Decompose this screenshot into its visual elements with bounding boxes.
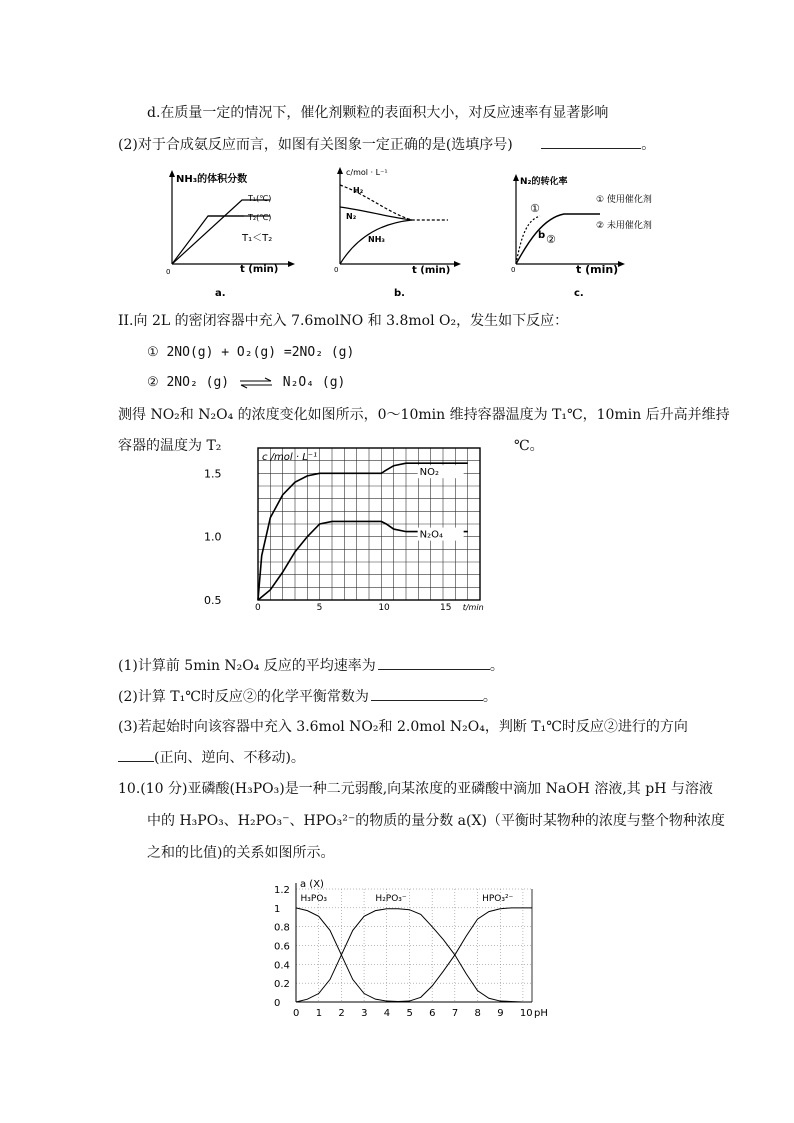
y-tick-label: 0.5 — [204, 594, 222, 607]
fig-c-y-arrow — [513, 174, 519, 181]
y-axis-label: c /mol · L⁻¹ — [262, 452, 318, 463]
fig-b-xlabel: t (min) — [412, 265, 451, 276]
y-tick-label: 1.5 — [204, 467, 222, 481]
fraction-chart — [270, 875, 560, 1025]
fig-a-y-arrow — [169, 170, 175, 177]
question-2-text: (2)对于合成氨反应而言，如图有关图象一定正确的是(选填序号) — [118, 137, 513, 153]
fig-c-mark-b: b — [538, 230, 546, 241]
x-tick-label: 1 — [315, 1008, 323, 1019]
y-tick-label: 0.6 — [274, 941, 290, 953]
sub-question-2 — [118, 686, 497, 707]
fig-b-origin: 0 — [334, 266, 339, 274]
sub-question-3b — [118, 747, 305, 768]
fig-c-xlabel: t (min) — [576, 263, 619, 276]
sub-question-1 — [118, 655, 504, 676]
fig-a-condition: T₁＜T₂ — [242, 233, 273, 244]
fig-c-legend-2: ② 未用催化剂 — [596, 221, 652, 231]
x-tick-label: 5 — [316, 603, 323, 613]
equation-2-left: ② 2NO₂ (g) — [147, 375, 230, 390]
x-tick-label: 9 — [497, 1008, 504, 1019]
question-2-line — [118, 134, 655, 155]
answer-blank-q2[interactable] — [371, 686, 483, 701]
y-tick-label: 0.8 — [274, 922, 290, 934]
answer-blank-q3[interactable] — [118, 747, 154, 762]
fig-b-nh3: NH₃ — [368, 235, 385, 244]
figure-b — [328, 165, 488, 303]
x-tick-label: 8 — [474, 1008, 481, 1019]
measurement-line-1: 测得 NO₂和 N₂O₄ 的浓度变化如图所示，0～10min 维持容器温度为 T₁℃，10min 后升高并维持 — [118, 407, 730, 423]
x-tick-label: 4 — [383, 1008, 391, 1019]
series-label-1: H₂PO₃⁻ — [375, 894, 407, 905]
period: 。 — [641, 137, 656, 153]
series-label-no2: NO₂ — [419, 467, 440, 479]
part-II-intro: II.向 2L 的密闭容器中充入 7.6molNO 和 3.8mol O₂，发生如下反应： — [118, 313, 569, 329]
series-label-2: HPO₃²⁻ — [482, 894, 514, 905]
fig-a-t1-label: T₁(℃) — [248, 194, 272, 203]
x-tick-label: 5 — [406, 1008, 413, 1019]
fig-c-caption: c. — [574, 288, 584, 299]
fig-b-h2: H₂ — [353, 186, 364, 195]
series-line-1 — [296, 909, 532, 1002]
x-axis-label: t/min — [462, 603, 484, 612]
x-tick-label: 7 — [451, 1008, 459, 1019]
fig-c-mark-2: ② — [546, 233, 556, 246]
series-line-0 — [296, 908, 532, 1002]
fig-c-origin: 0 — [511, 266, 516, 274]
x-tick-label: 10 — [378, 603, 390, 613]
fig-b-y-arrow — [337, 167, 343, 174]
series-label-0: H₃PO₃ — [300, 894, 328, 905]
fig-b-caption: b. — [394, 288, 405, 299]
option-d-text: d.在质量一定的情况下，催化剂颗粒的表面积大小，对反应速率有显著影响 — [147, 105, 609, 121]
y-tick-label: 1.0 — [204, 530, 222, 544]
fig-c-ylabel: N₂的转化率 — [520, 177, 568, 187]
equation-2-right: N₂O₄ (g) — [282, 375, 346, 390]
equation-1: ① 2NO(g) + O₂(g) =2NO₂ (g) — [147, 345, 355, 360]
fig-b-x-arrow — [454, 261, 461, 267]
period: 。 — [489, 658, 504, 674]
question-10-line-2: 中的 H₃PO₃、H₂PO₃⁻、HPO₃²⁻的物质的量分数 a(X)（平衡时某物种的浓度与整个物种浓度 — [147, 813, 725, 829]
x-tick-label: 2 — [338, 1008, 345, 1019]
fig-b-ylabel: c/mol · L⁻¹ — [346, 168, 388, 177]
y-tick-label: 1 — [274, 903, 281, 915]
sub-question-3b-text: (正向、逆向、不移动)。 — [154, 750, 305, 766]
fig-a-t2-label: T₂(℃) — [248, 213, 272, 222]
equation-2 — [147, 373, 345, 393]
answer-blank-2[interactable] — [541, 134, 641, 149]
answer-blank-q1[interactable] — [378, 655, 490, 670]
fig-c-curve-no-catalyst — [516, 214, 600, 264]
measurement-line-2-end: ℃。 — [514, 438, 544, 454]
y-tick-label: 0.4 — [274, 960, 290, 972]
y-tick-label: 0.2 — [274, 979, 290, 991]
fig-a-curve-t2 — [172, 200, 273, 264]
fig-a-caption: a. — [215, 288, 226, 299]
fig-a-ylabel: NH₃的体积分数 — [176, 174, 248, 185]
fig-c-legend-1: ① 使用催化剂 — [596, 195, 652, 205]
sub-question-2-text: (2)计算 T₁℃时反应②的化学平衡常数为 — [118, 689, 369, 705]
x-tick-label: 15 — [440, 603, 452, 613]
equilibrium-arrow-icon — [239, 378, 273, 388]
measurement-line-2: 容器的温度为 T₂ — [118, 438, 222, 454]
fig-c-x-arrow — [618, 261, 625, 267]
x-tick-label: 0 — [255, 603, 261, 613]
fig-a-x-arrow — [288, 261, 295, 267]
fig-c-mark-1: ① — [530, 202, 540, 215]
y-tick-label: 0 — [274, 998, 281, 1009]
figure-a — [160, 168, 310, 303]
series-line-2 — [296, 908, 532, 1002]
fig-a-xlabel: t (min) — [240, 264, 279, 275]
x-tick-label: 10 — [519, 1008, 533, 1019]
fig-b-n2: N₂ — [346, 212, 357, 221]
x-axis-label: pH — [534, 1008, 548, 1019]
x-tick-label: 0 — [293, 1008, 300, 1019]
y-axis-label: a (X) — [300, 879, 324, 890]
period: 。 — [482, 689, 497, 705]
fig-a-origin: 0 — [166, 268, 171, 276]
figure-c — [508, 172, 673, 302]
series-label-n2o4: N₂O₄ — [419, 529, 444, 541]
sub-question-1-text: (1)计算前 5min N₂O₄ 反应的平均速率为 — [118, 658, 376, 674]
x-tick-label: 3 — [361, 1008, 368, 1019]
sub-question-3: (3)若起始时向该容器中充入 3.6mol NO₂和 2.0mol N₂O₄，判断 T₁℃时反应②进行的方向 — [118, 719, 688, 735]
question-10-line-3: 之和的比值)的关系如图所示。 — [147, 845, 335, 861]
x-tick-label: 6 — [429, 1008, 436, 1019]
y-tick-label: 1.2 — [274, 885, 290, 896]
fig-a-curve-t1 — [172, 216, 244, 264]
question-10-line-1: 10.(10 分)亚磷酸(H₃PO₃)是一种二元弱酸,向某浓度的亚磷酸中滴加 NaOH 溶液,其 pH 与溶液 — [118, 781, 713, 797]
concentration-chart — [190, 440, 500, 615]
